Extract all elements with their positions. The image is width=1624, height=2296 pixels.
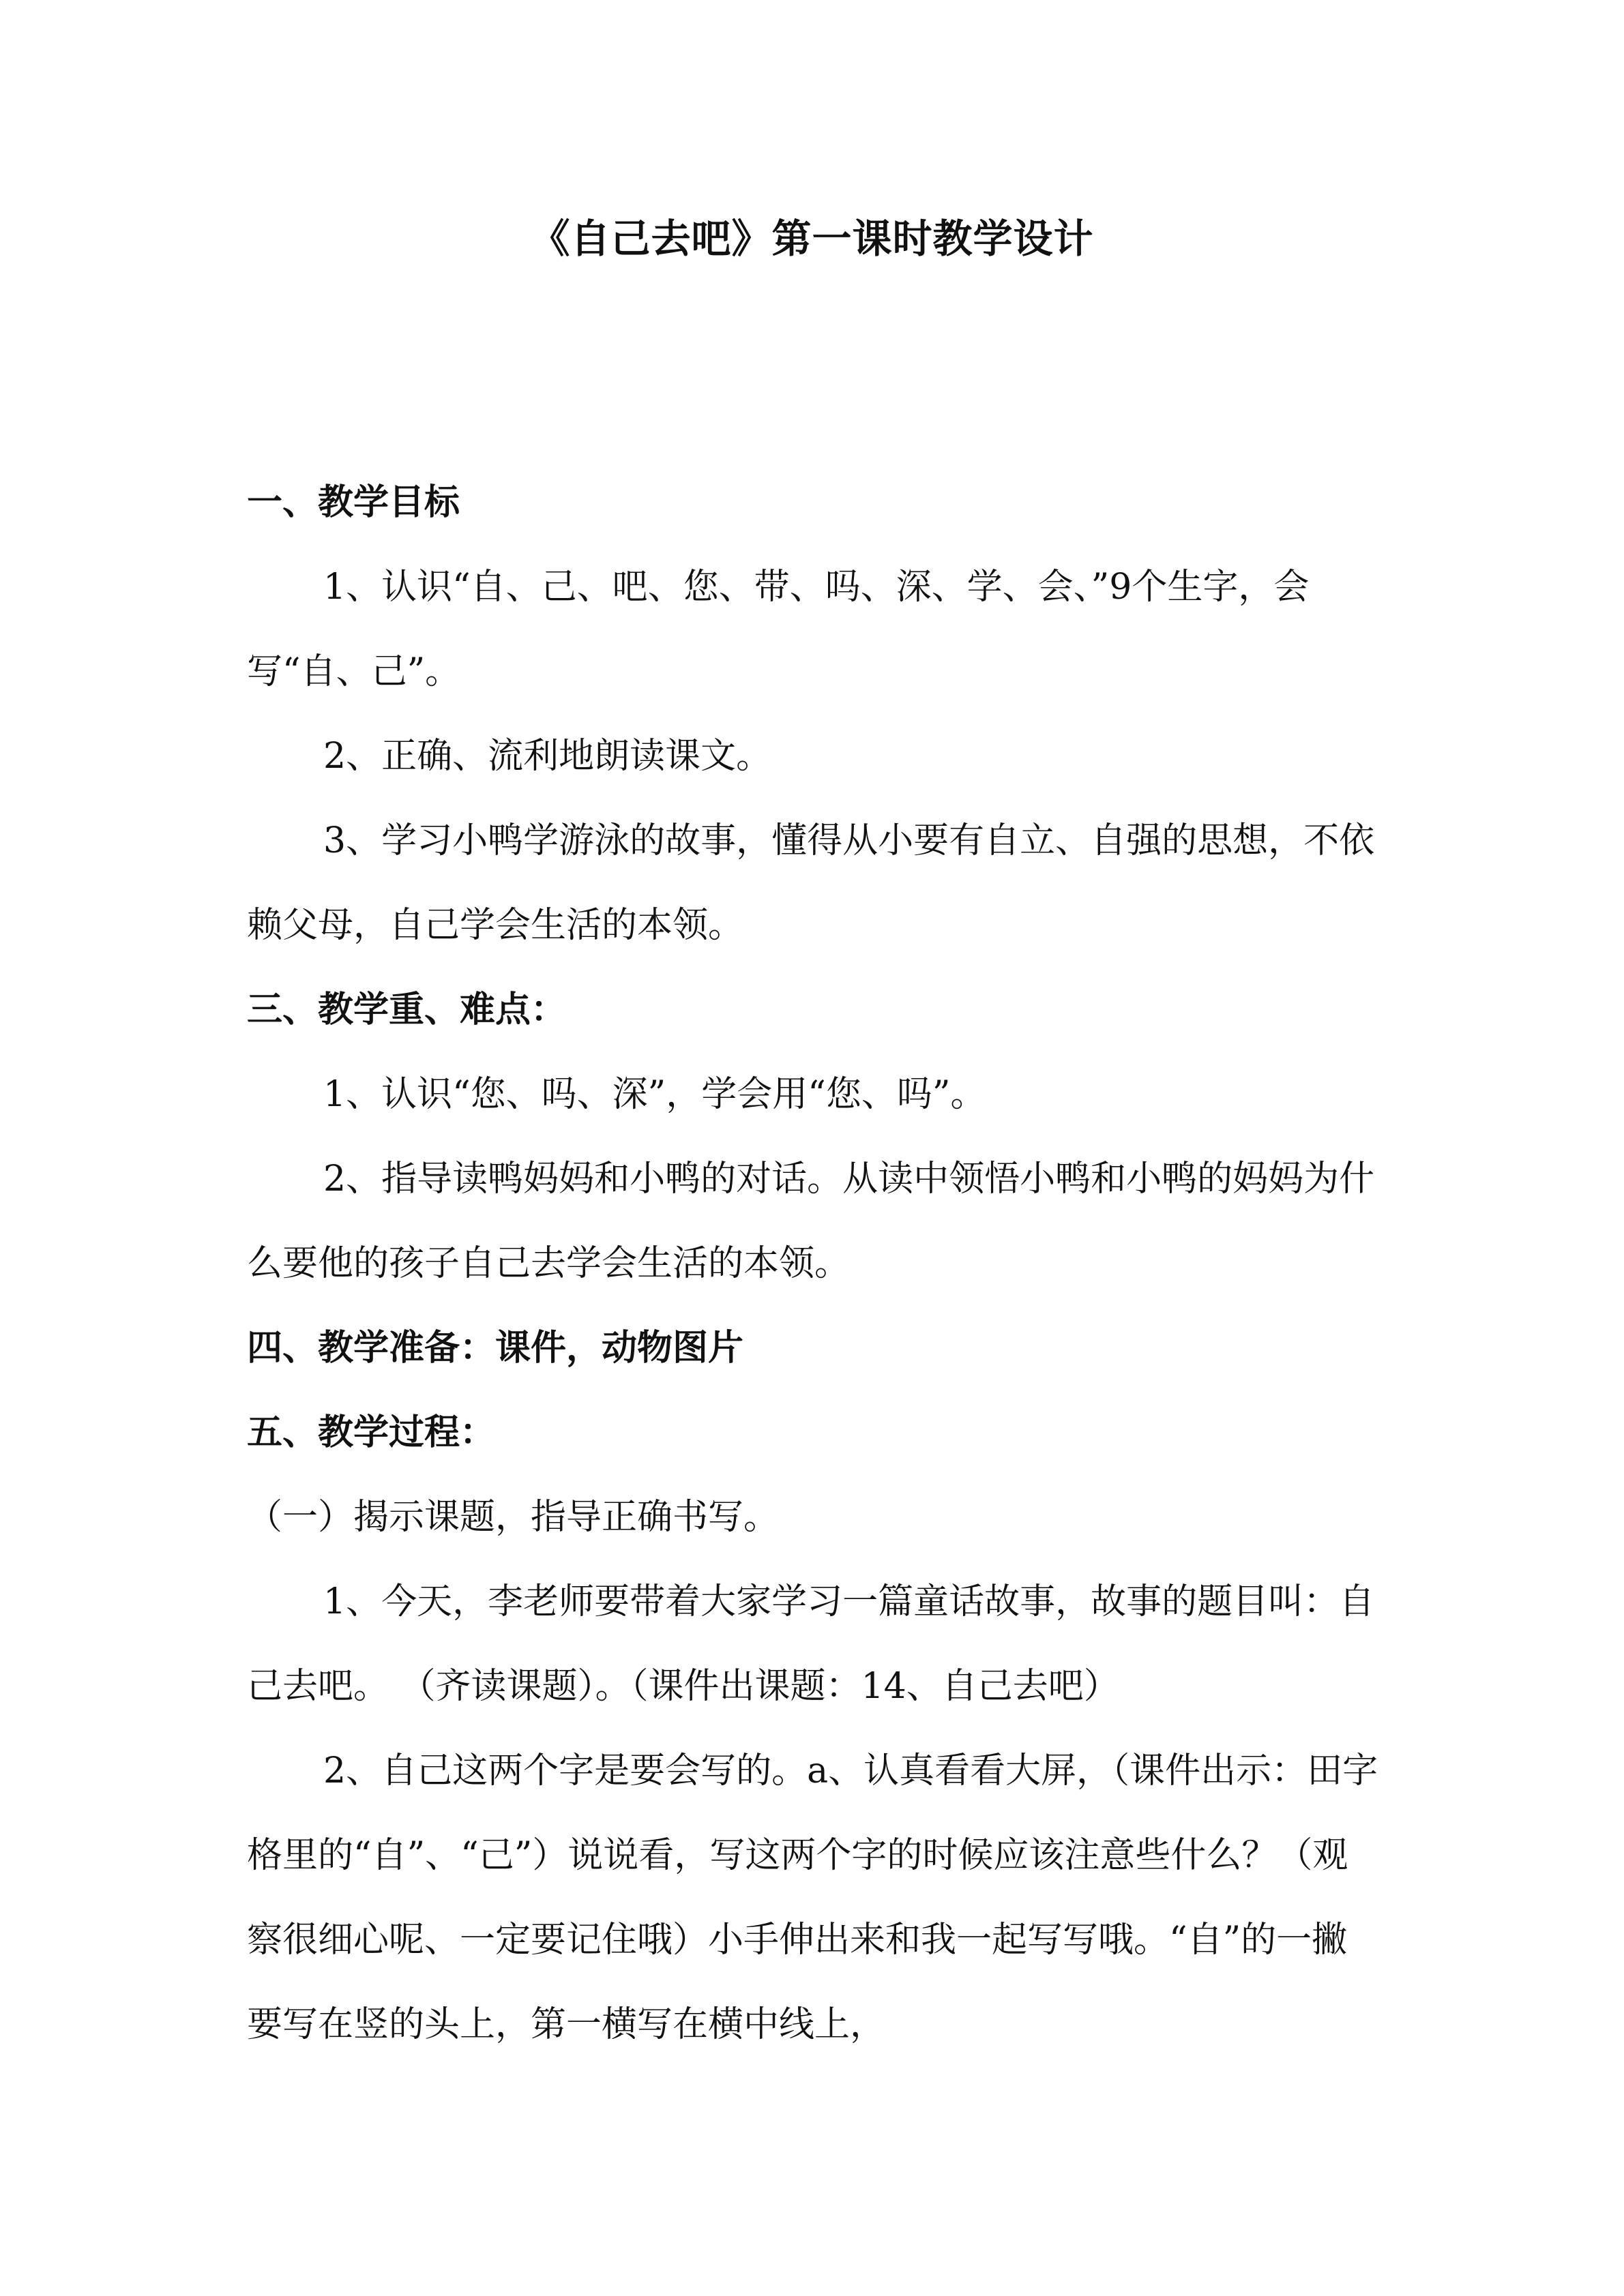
keypoint-item-2: 2、指导读鸭妈妈和小鸭的对话。从读中领悟小鸭和小鸭的妈妈为什么要他的孩子自己去学会生活的本领。 [247,1159,1375,1284]
goal-item-1: 1、认识“自、己、吧、您、带、吗、深、学、会、”9个生字，会写“自、己”。 [247,567,1310,692]
process-item-1: 1、今天，李老师要带着大家学习一篇童话故事，故事的题目叫：自己去吧。 （齐读课题）。（课件出课题：14、自己去吧） [247,1581,1375,1707]
document-title: 《自己去吧》第一课时教学设计 [530,215,1094,262]
goal-item-3: 3、学习小鸭学游泳的故事，懂得从小要有自立、自强的思想，不依赖父母，自己学会生活的本领。 [247,820,1375,946]
section-heading-goals: 一、教学目标 [247,482,460,523]
process-subheading-1: （一）揭示课题，指导正确书写。 [247,1497,780,1538]
section-heading-keypoints: 三、教学重、难点： [247,989,567,1030]
section-heading-process: 五、教学过程： [247,1412,496,1453]
keypoint-item-1: 1、认识“您、吗、深”，学会用“您、吗”。 [323,1074,986,1115]
document-body [247,460,1379,2067]
section-heading-preparation: 四、教学准备：课件，动物图片 [247,1328,744,1369]
process-item-2: 2、自己这两个字是要会写的。a、认真看看大屏，（课件出示：田字格里的“自”、“己”）说说看，写这两个字的时候应该注意些什么？（观察很细心呢、一定要记住哦）小手伸出来和我一起写写哦。“自”的一撇要写在竖的头上，第一横写在横中线上， [247,1750,1378,2045]
goal-item-2: 2、正确、流利地朗读课文。 [323,736,772,777]
